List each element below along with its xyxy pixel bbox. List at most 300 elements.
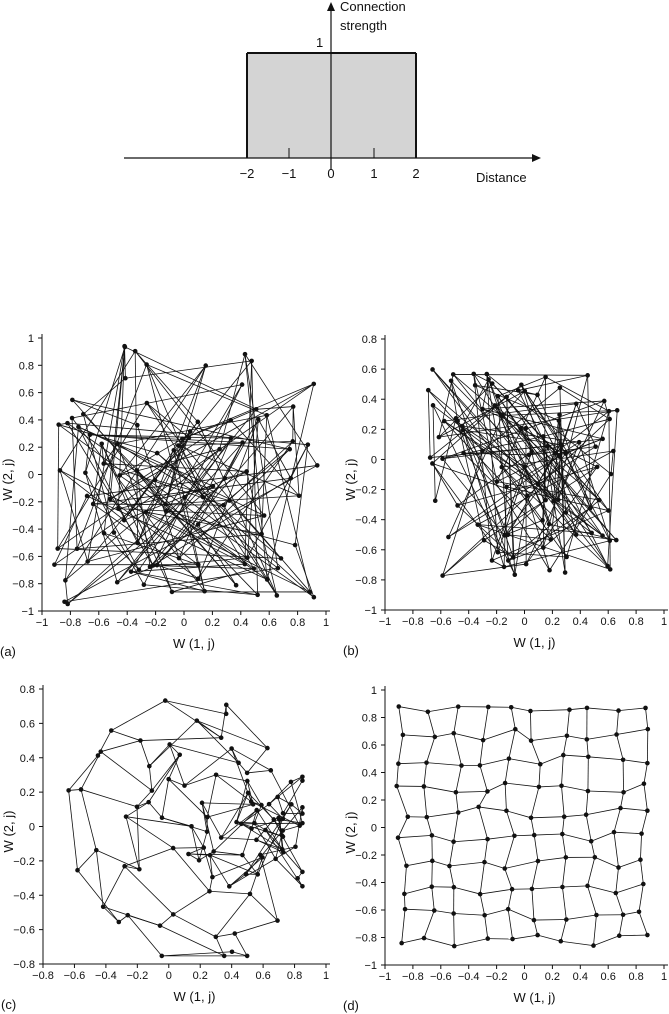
x-tick-label: 0.4 [233, 617, 249, 629]
som-node [148, 564, 153, 569]
som-edge [642, 811, 648, 834]
y-tick-label: 0.4 [361, 394, 377, 407]
som-node [547, 522, 552, 527]
som-panel [343, 334, 668, 658]
som-edge [173, 891, 209, 914]
som-edge [125, 848, 174, 866]
som-edge [81, 789, 137, 806]
som-node [297, 493, 302, 498]
som-edge [624, 784, 644, 793]
x-tick-label: 0 [180, 617, 188, 629]
som-node [300, 821, 305, 826]
som-node [227, 498, 232, 503]
som-node [276, 566, 281, 571]
som-edge [480, 862, 484, 894]
som-edge [569, 708, 587, 710]
x-tick-label: 1 [322, 970, 330, 982]
som-node [182, 495, 187, 500]
som-edge [586, 808, 620, 815]
som-node [396, 835, 401, 840]
som-node [584, 812, 589, 817]
som-edge [111, 701, 165, 731]
som-node [240, 440, 245, 445]
y-tick-label: −0.2 [355, 484, 377, 497]
som-node [254, 407, 259, 412]
y-tick-label: 0.6 [18, 387, 34, 400]
x-tick-label: 0.8 [286, 970, 303, 982]
y-tick-label: −0.8 [13, 959, 35, 971]
x-tick-label: 0.4 [572, 971, 588, 983]
som-node [432, 908, 437, 913]
som-node [574, 401, 579, 406]
som-node [164, 508, 169, 513]
som-node [219, 835, 224, 840]
som-node [478, 763, 483, 768]
som-edge [403, 735, 435, 737]
som-node [290, 439, 295, 444]
som-node [535, 481, 540, 486]
som-node [485, 789, 490, 794]
som-edge [162, 818, 191, 827]
som-node [486, 377, 491, 382]
som-node [502, 866, 507, 871]
som-edge [562, 834, 591, 841]
som-edge [404, 887, 431, 894]
y-tick-label: 0.8 [18, 360, 34, 373]
som-node [279, 556, 284, 561]
x-axis-title: W (1, j) [513, 635, 556, 650]
som-edge [644, 763, 647, 784]
som-node [424, 760, 429, 765]
som-node [137, 867, 142, 872]
som-edge [226, 705, 267, 748]
som-node [426, 388, 431, 393]
som-node [607, 417, 612, 422]
som-node [430, 367, 435, 372]
som-node [440, 573, 445, 578]
panel-label: (a) [0, 644, 16, 659]
som-node [607, 409, 612, 414]
som-node [451, 911, 456, 916]
x-tick-label: 2 [412, 166, 420, 181]
som-edge [137, 791, 152, 807]
som-node [273, 857, 278, 862]
som-edge [614, 832, 619, 867]
som-edge [560, 444, 609, 540]
som-node [153, 478, 158, 483]
som-node [230, 949, 235, 954]
som-node [240, 853, 245, 858]
som-edge [449, 862, 484, 866]
som-node [116, 506, 121, 511]
som-node [280, 847, 285, 852]
som-edge [428, 712, 435, 737]
som-node [642, 781, 647, 786]
som-node [424, 815, 429, 820]
som-node [621, 790, 626, 795]
som-node [402, 892, 407, 897]
som-node [525, 493, 530, 498]
som-edge [639, 884, 643, 912]
som-node [510, 887, 515, 892]
som-node [495, 479, 500, 484]
x-tick-label: 0.2 [544, 616, 561, 628]
x-tick-label: −0.2 [144, 617, 167, 629]
som-node [609, 472, 614, 477]
som-node [574, 532, 579, 537]
som-node [265, 746, 270, 751]
som-edge [506, 811, 531, 818]
som-edge [514, 835, 534, 836]
som-node [224, 703, 229, 708]
som-node [271, 817, 276, 822]
y-tick-label: −1 [21, 606, 34, 618]
som-connections [428, 369, 617, 575]
x-axis-title: W (1, j) [513, 990, 556, 1005]
som-node [281, 811, 286, 816]
x-tick-label: 0 [327, 166, 335, 181]
som-node [563, 570, 568, 575]
som-edge [250, 894, 278, 921]
som-node [163, 698, 168, 703]
som-edge [511, 707, 530, 711]
som-edge [140, 741, 149, 767]
som-node [607, 538, 612, 543]
distance-axis-arrow-icon [532, 154, 541, 162]
som-node [480, 407, 485, 412]
som-node [200, 801, 205, 806]
som-edge [614, 832, 642, 833]
som-node [160, 815, 165, 820]
som-node [101, 904, 106, 909]
som-edge [397, 764, 399, 786]
som-edge [439, 391, 525, 437]
som-node [227, 884, 232, 889]
som-edge [256, 407, 293, 410]
som-edge [508, 889, 512, 909]
som-node [504, 485, 509, 490]
som-edge [587, 734, 617, 739]
som-edge [479, 791, 488, 807]
som-node [223, 476, 228, 481]
som-node [88, 432, 93, 437]
som-edge [432, 861, 449, 866]
som-edge [179, 449, 290, 558]
som-node [219, 735, 224, 740]
som-edge [398, 817, 408, 838]
som-edge [125, 347, 256, 409]
som-node [529, 738, 534, 743]
som-node [502, 565, 507, 570]
som-node [460, 424, 465, 429]
som-node [135, 423, 140, 428]
som-node [456, 704, 461, 709]
som-node [484, 372, 489, 377]
y-axis-title: W (2, j) [1, 810, 16, 853]
som-node [76, 425, 81, 430]
som-node [496, 550, 501, 555]
som-edge [191, 826, 203, 847]
y-tick-label: −0.8 [355, 932, 377, 945]
som-edge [617, 729, 648, 734]
x-tick-label: 0.8 [628, 971, 644, 983]
som-node [137, 568, 142, 573]
som-node [124, 814, 129, 819]
som-edge [619, 935, 647, 936]
som-node [197, 858, 202, 863]
som-node [146, 800, 151, 805]
som-node [205, 815, 210, 820]
som-edge [646, 708, 648, 729]
som-edge [484, 839, 487, 862]
som-node [613, 891, 618, 896]
som-node [524, 426, 529, 431]
som-edge [69, 790, 78, 870]
som-edge [485, 909, 509, 915]
som-node [451, 372, 456, 377]
y-tick-label: −0.8 [355, 574, 377, 587]
som-node [461, 428, 466, 433]
som-edge [508, 909, 534, 920]
som-node [616, 708, 621, 713]
x-tick-label: −1 [281, 166, 297, 181]
som-node [528, 709, 533, 714]
som-node [485, 936, 490, 941]
som-node [641, 882, 646, 887]
som-node [91, 502, 96, 507]
som-edge [237, 781, 248, 822]
som-edge [508, 909, 512, 939]
x-axis-title: W (1, j) [173, 636, 215, 651]
som-node [585, 884, 590, 889]
som-edge [235, 934, 247, 956]
y-tick-label: −0.8 [12, 578, 34, 591]
x-tick-label: −0.4 [457, 971, 480, 983]
som-edge [563, 755, 588, 757]
som-node [63, 578, 68, 583]
y-tick-label: 0 [370, 822, 377, 835]
som-node [187, 435, 192, 440]
som-node [586, 754, 591, 759]
som-node [490, 558, 495, 563]
som-edge [594, 936, 620, 946]
som-node [440, 456, 445, 461]
som-edge [531, 787, 539, 818]
som-node [475, 522, 480, 527]
som-edge [511, 707, 515, 729]
som-edge [160, 926, 224, 956]
som-node [589, 531, 594, 536]
som-edge [588, 857, 595, 886]
som-edge [269, 782, 291, 804]
y-tick-label: 0.8 [361, 334, 377, 346]
som-edge [534, 920, 566, 921]
som-node [295, 876, 300, 881]
som-node [70, 398, 75, 403]
som-node [564, 917, 569, 922]
som-node [205, 829, 210, 834]
som-edge [531, 736, 567, 741]
som-node [70, 416, 75, 421]
som-edge [210, 891, 250, 894]
som-node [564, 855, 569, 860]
som-node [451, 731, 456, 736]
som-node [461, 451, 466, 456]
som-node [255, 872, 260, 877]
som-node [65, 421, 70, 426]
som-node [401, 733, 406, 738]
som-node [492, 403, 497, 408]
som-edge [531, 741, 540, 765]
som-node [452, 885, 457, 890]
som-node [117, 473, 122, 478]
som-edge [58, 425, 59, 549]
som-node [229, 436, 234, 441]
som-node [404, 863, 409, 868]
som-edge [614, 808, 621, 832]
som-node [532, 918, 537, 923]
som-edge [126, 817, 191, 827]
som-edge [169, 779, 208, 817]
som-node [101, 461, 106, 466]
som-edge [424, 911, 434, 939]
som-node [240, 382, 245, 387]
som-node [262, 513, 267, 518]
som-node [75, 546, 80, 551]
som-node [616, 865, 621, 870]
som-node [280, 828, 285, 833]
som-node [94, 848, 99, 853]
som-node [562, 814, 567, 819]
som-node [265, 577, 270, 582]
som-node [558, 385, 563, 390]
y-tick-label: −0.4 [355, 514, 377, 527]
som-node [476, 805, 481, 810]
som-node [543, 375, 548, 380]
som-node [145, 401, 150, 406]
som-node [430, 833, 435, 838]
som-edge [479, 807, 507, 811]
som-node [208, 853, 213, 858]
som-edge [564, 815, 586, 817]
som-node [600, 533, 605, 538]
som-node [500, 413, 505, 418]
som-edge [483, 707, 488, 740]
som-node [96, 753, 101, 758]
som-edge [96, 850, 139, 869]
x-tick-label: 0.8 [289, 617, 306, 629]
som-node [186, 852, 191, 857]
som-edge [87, 496, 267, 579]
som-node [133, 349, 138, 354]
y-axis-label-line2: strength [340, 18, 387, 33]
x-tick-label: −1 [35, 617, 49, 629]
som-node [551, 499, 556, 504]
som-edge [534, 835, 538, 861]
som-node [564, 510, 569, 515]
som-node [246, 791, 251, 796]
som-node [180, 436, 185, 441]
y-tick-label: −0.4 [355, 877, 377, 890]
som-node [62, 599, 67, 604]
som-edge [591, 832, 614, 841]
som-node [249, 826, 254, 831]
som-node [612, 830, 617, 835]
som-node [447, 864, 452, 869]
x-tick-label: 0.6 [600, 971, 616, 983]
som-edge [595, 857, 619, 867]
x-tick-label: 0 [521, 971, 528, 983]
som-node [509, 705, 514, 710]
x-tick-label: 1 [660, 616, 668, 628]
som-edge [435, 733, 454, 737]
som-node [471, 372, 476, 377]
som-edge [216, 937, 224, 956]
som-edge [611, 451, 613, 474]
som-node [166, 777, 171, 782]
som-edge [443, 459, 505, 536]
som-node [244, 469, 249, 474]
x-tick-label: 0 [521, 616, 528, 628]
x-tick-label: 0.2 [192, 970, 208, 982]
som-node [499, 465, 504, 470]
som-edge [197, 721, 239, 763]
som-node [201, 495, 206, 500]
som-edge [216, 934, 235, 937]
som-node [597, 498, 602, 503]
som-node [459, 763, 464, 768]
som-node [243, 352, 248, 357]
som-node [449, 378, 454, 383]
som-node [422, 784, 427, 789]
x-tick-label: −0.2 [126, 970, 149, 982]
som-node [614, 538, 619, 543]
som-node [563, 451, 568, 456]
som-edge [566, 915, 596, 920]
som-node [125, 913, 130, 918]
som-node [485, 837, 490, 842]
neighbourhood-function-plot [124, 0, 541, 185]
som-node [147, 764, 152, 769]
som-edge [617, 711, 619, 735]
som-node [123, 376, 128, 381]
som-edge [260, 855, 277, 921]
x-tick-label: 0.6 [255, 970, 271, 982]
som-edge [432, 887, 435, 911]
som-edge [561, 755, 563, 786]
som-edge [454, 887, 480, 894]
som-edge [402, 909, 405, 943]
som-node [85, 559, 90, 564]
som-node [455, 419, 460, 424]
som-node [259, 532, 264, 537]
som-node [188, 429, 193, 434]
y-tick-label: −0.2 [355, 850, 377, 862]
som-node [429, 884, 434, 889]
som-node [512, 833, 517, 838]
som-node [58, 468, 63, 473]
som-edge [242, 828, 251, 855]
y-tick-label: 0.2 [361, 795, 377, 807]
som-panel [0, 333, 330, 659]
som-node [482, 860, 487, 865]
som-node [585, 373, 590, 378]
som-node [287, 447, 292, 452]
som-node [254, 838, 259, 843]
som-edge [427, 737, 435, 763]
som-node [144, 510, 149, 515]
som-node [430, 859, 435, 864]
